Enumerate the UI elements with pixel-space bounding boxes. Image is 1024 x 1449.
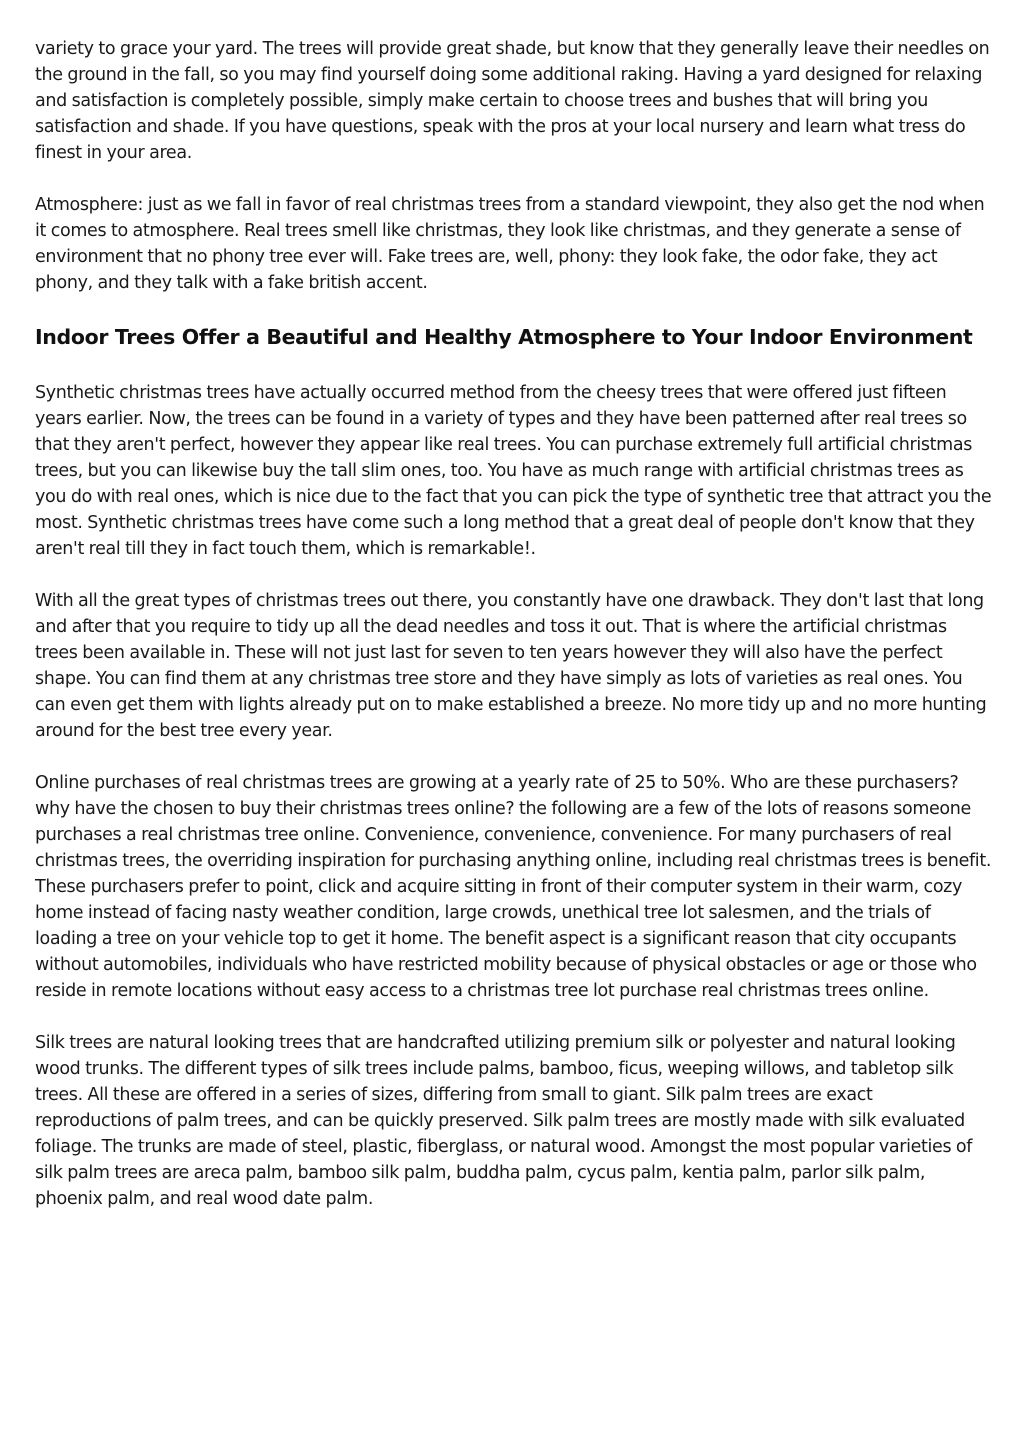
paragraph-artificial-trees: With all the great types of christmas trees out there, you constantly have one drawback. They don't last that long and after that you require to tidy up all the dead needles and toss it out. That is where the artificial christmas trees been available in. These will not just last for seven to ten years however they will also have the perfect shape. You can find them at any christmas tree store and they have simply as lots of varieties as real ones. You can even get them with lights already put on to make established a breeze. No more tidy up and no more hunting around for the best tree every year.: [35, 591, 987, 741]
paragraph-atmosphere: Atmosphere: just as we fall in favor of real christmas trees from a standard viewpoint, they also get the nod when it comes to atmosphere. Real trees smell like christmas, they look like christmas, and they generate a sense of environment that no phony tree ever will. Fake trees are, well, phony: they look fake, the odor fake, they act phony, and they talk with a fake british accent.: [35, 195, 985, 293]
paragraph-synthetic-trees: Synthetic christmas trees have actually occurred method from the cheesy trees that were offered just fifteen years earlier. Now, the trees can be found in a variety of types and they have been patterned after real trees so that they aren't perfect, however they appear like real trees. You can purchase extremely full artificial christmas trees, but you can likewise buy the tall slim ones, too. You have as much range with artificial christmas trees as you do with real ones, which is nice due to the fact that you can pick the type of synthetic tree that attract you the most. Synthetic christmas trees have come such a long method that a great deal of people don't know that they aren't real till they in fact touch them, which is remarkable!.: [35, 383, 992, 559]
paragraph-yard-trees: variety to grace your yard. The trees will provide great shade, but know that they generally leave their needles on the ground in the fall, so you may find yourself doing some additional raking. Having a yard designed for relaxing and satisfaction is completely possible, simply make certain to choose trees and bushes that will bring you satisfaction and shade. If you have questions, speak with the pros at your local nursery and learn what tress do finest in your area.: [35, 39, 990, 163]
article-body: [35, 36, 992, 1238]
paragraph-online-purchases: Online purchases of real christmas trees are growing at a yearly rate of 25 to 50%. Who are these purchasers? why have the chosen to buy their christmas trees online? the following are a few of the lots of reasons someone purchases a real christmas tree online. Convenience, convenience, convenience. For many purchasers of real christmas trees, the overriding inspiration for purchasing anything online, including real christmas trees is benefit. These purchasers prefer to point, click and acquire sitting in front of their computer system in their warm, cozy home instead of facing nasty weather condition, large crowds, unethical tree lot salesmen, and the trials of loading a tree on your vehicle top to get it home. The benefit aspect is a significant reason that city occupants without automobiles, individuals who have restricted mobility because of physical obstacles or age or those who reside in remote locations without easy access to a christmas tree lot purchase real christmas trees online.: [35, 773, 992, 1001]
section-heading: Indoor Trees Offer a Beautiful and Healthy Atmosphere to Your Indoor Environment: [35, 325, 973, 349]
paragraph-silk-trees: Silk trees are natural looking trees that are handcrafted utilizing premium silk or polyester and natural looking wood trunks. The different types of silk trees include palms, bamboo, ficus, weeping willows, and tabletop silk trees. All these are offered in a series of sizes, differing from small to giant. Silk palm trees are exact reproductions of palm trees, and can be quickly preserved. Silk palm trees are mostly made with silk evaluated foliage. The trunks are made of steel, plastic, fiberglass, or natural wood. Amongst the most popular varieties of silk palm trees are areca palm, bamboo silk palm, buddha palm, cycus palm, kentia palm, parlor silk palm, phoenix palm, and real wood date palm.: [35, 1033, 973, 1209]
